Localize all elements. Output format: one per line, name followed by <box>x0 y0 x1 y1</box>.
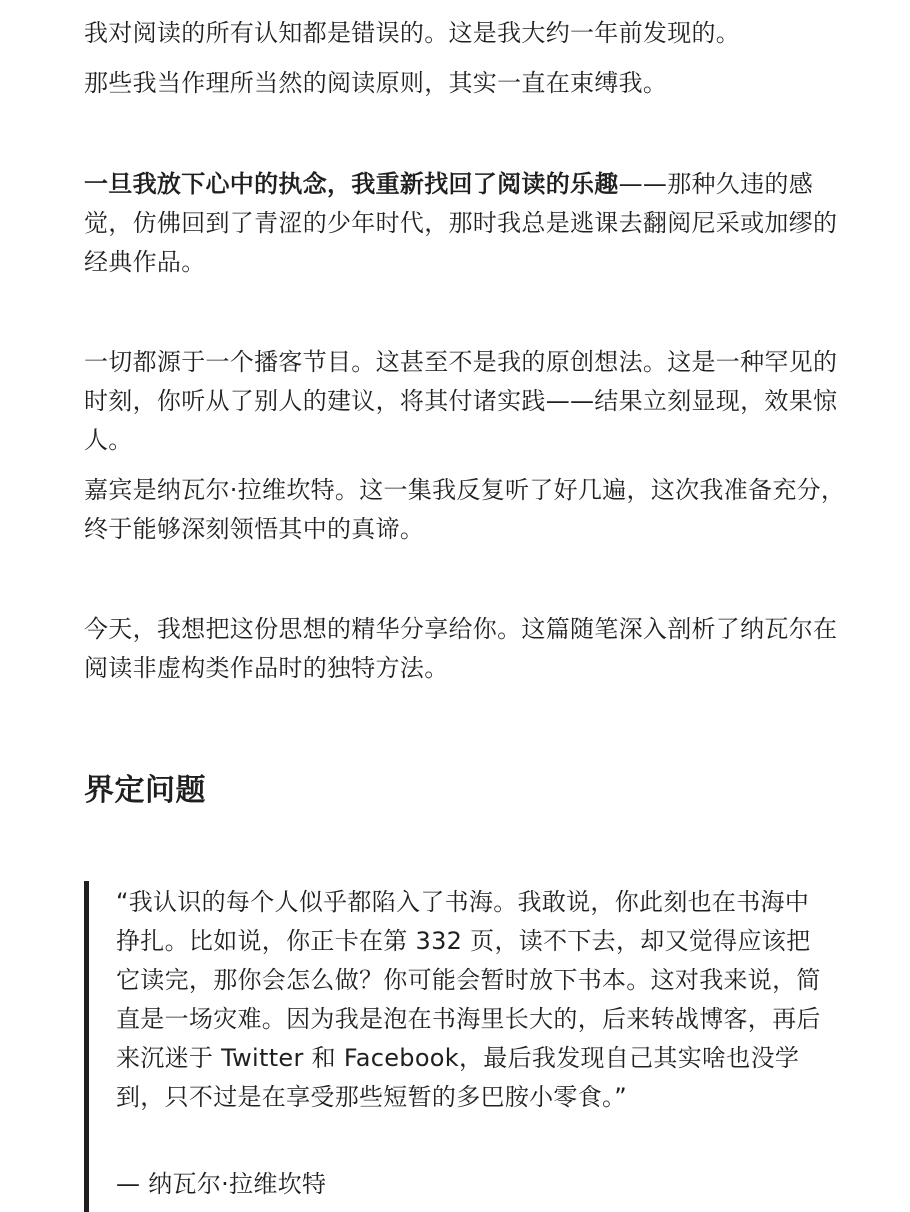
quote-text: “我认识的每个人似乎都陷入了书海。我敢说，你此刻也在书海中挣扎。比如说，你正卡在第 332 页，读不下去，却又觉得应该把它读完，那你会怎么做？你可能会暂时放下书本。这对我来说，简直是一场灾难。因为我是泡在书海里长大的，后来转战博客，再后来沉迷于 Twitter 和 Facebook，最后我发现自己其实啥也没学到，只不过是在享受那些短暂的多巴胺小零食。” <box>116 888 821 1111</box>
blockquote <box>84 881 826 1212</box>
section-heading: 界定问题 <box>84 773 206 808</box>
article-body <box>84 14 854 1212</box>
bold-emphasis: 一旦我放下心中的执念，我重新找回了阅读的乐趣 <box>84 170 619 198</box>
paragraph-rediscovery-rest: ——那种久违的感觉，仿佛回到了青涩的少年时代，那时我总是逃课去翻阅尼采或加缪的经典作品。 <box>84 170 838 276</box>
paragraph-podcast: 一切都源于一个播客节目。这甚至不是我的原创想法。这是一种罕见的时刻，你听从了别人的建议，将其付诸实践——结果立刻显现，效果惊人。 <box>84 348 838 454</box>
paragraph-intro-1: 我对阅读的所有认知都是错误的。这是我大约一年前发现的。 <box>84 19 741 47</box>
quote-attribution: — 纳瓦尔·拉维坎特 <box>116 1170 327 1198</box>
paragraph-intro-2: 那些我当作理所当然的阅读原则，其实一直在束缚我。 <box>84 69 668 97</box>
paragraph-share: 今天，我想把这份思想的精华分享给你。这篇随笔深入剖析了纳瓦尔在阅读非虚构类作品时的独特方法。 <box>84 615 838 682</box>
paragraph-rediscovery <box>84 165 854 282</box>
paragraph-guest: 嘉宾是纳瓦尔·拉维坎特。这一集我反复听了好几遍，这次我准备充分，终于能够深刻领悟其中的真谛。 <box>84 476 846 543</box>
